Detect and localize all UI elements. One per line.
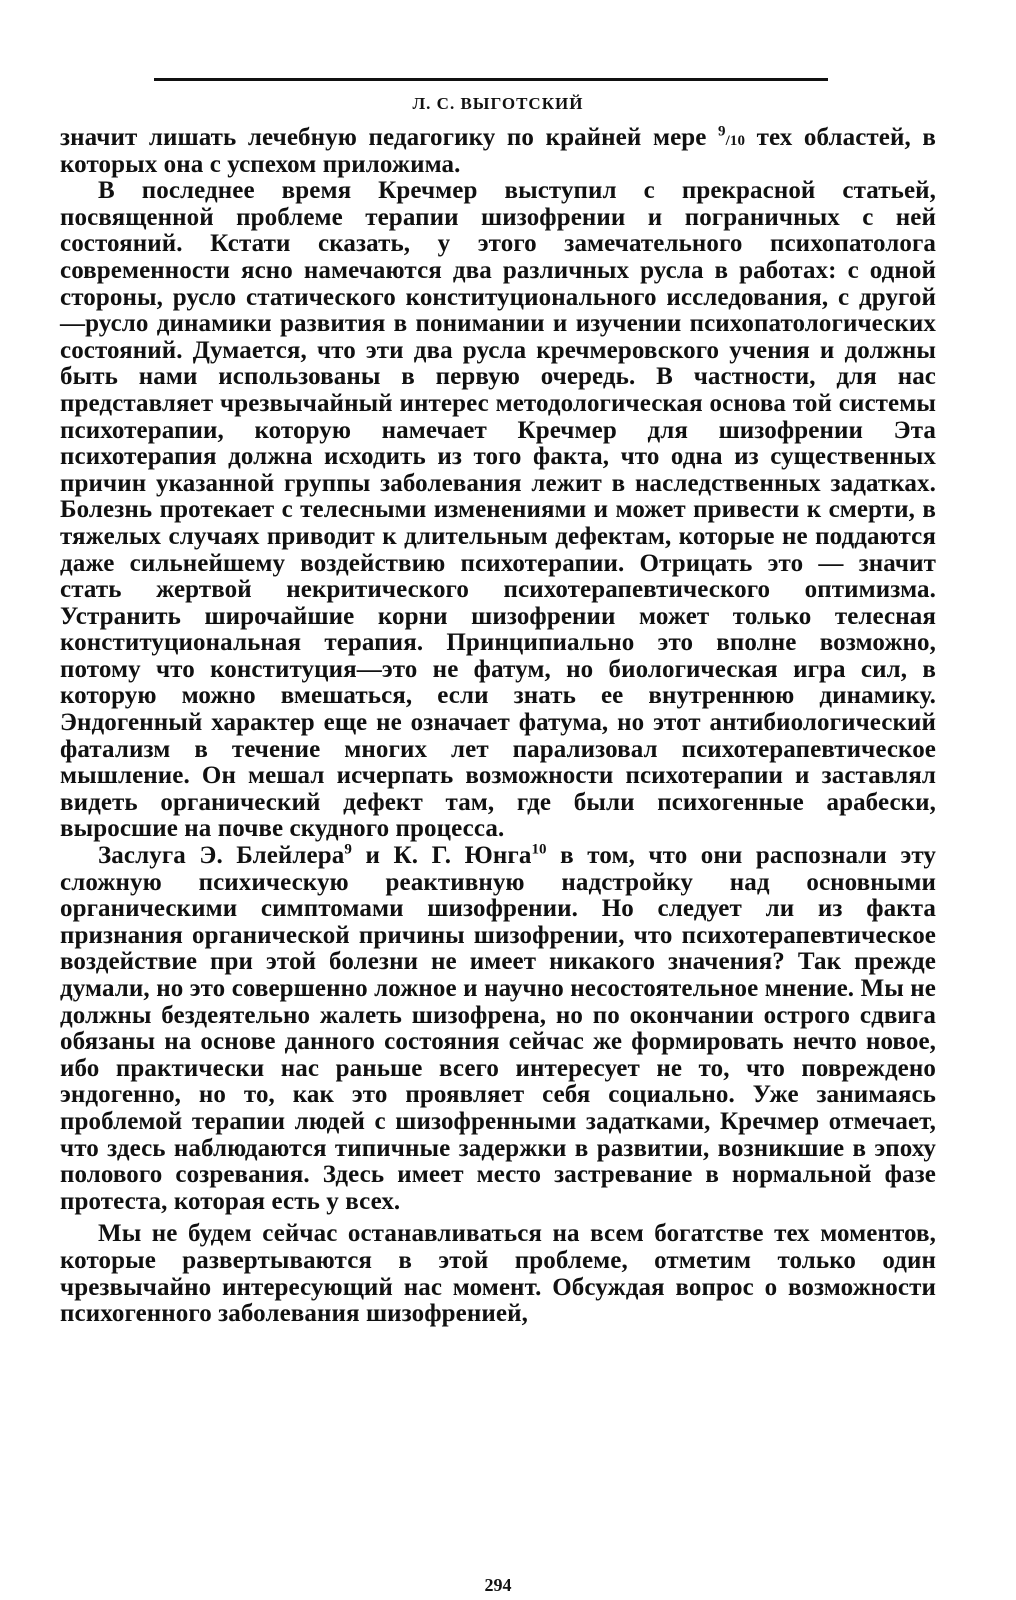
paragraph-4: Мы не будем сейчас останавливаться на всем богатстве тех моментов, которые развертываются в этой проблеме, отметим только один чрезвычайно интересующий нас момент. Обсуждая вопрос о возможности психогенного заболевания шизофренией, (60, 1220, 936, 1328)
paragraph-3 (60, 843, 936, 1215)
paragraph-1-before: значит лишать лечебную педагогику по крайней мере (60, 124, 719, 151)
paragraph-3-part-3: в том, что они распознали эту сложную психическую реактивную надстройку над основными органическими симптомами шизофрении. Но следует ли из факта признания органической причины шизофрении, что психотерапевтическое воздействие при этой болезни не имеет никакого значения? Так прежде думали, но это совершенно ложное и научно несостоятельное мнение. Мы не должны бездеятельно жалеть шизофрена, но по окончании острого сдвига обязаны на основе данного состояния сейчас же формировать нечто новое, ибо практически нас раньше всего интересует не то, что повреждено эндогенно, но то, как это проявляет себя социально. Уже занимаясь проблемой терапии людей с шизофренными задатками, Кречмер отмечает, что здесь наблюдаются типичные задержки в развитии, возникшие в эпоху полового созревания. Здесь имеет место застревание в нормальной фазе протеста, которая есть у всех. (60, 842, 937, 1215)
fraction: $^9$/10 (718, 123, 746, 149)
paragraph-3-part-2: и К. Г. Юнга (351, 842, 532, 870)
book-page (60, 78, 937, 1595)
footnote-ref-10: 10 (531, 841, 547, 858)
running-head: Л. С. ВЫГОТСКИЙ (412, 94, 584, 113)
header-rule (154, 78, 828, 81)
page-number: 294 (484, 1575, 512, 1595)
paragraph-1 (60, 125, 936, 178)
paragraph-3-part-1: Заслуга Э. Блейлера (98, 842, 345, 870)
footnote-ref-9: 9 (344, 841, 352, 858)
fraction-denominator: 10 (729, 133, 746, 149)
paragraph-2: В последнее время Кречмер выступил с прекрасной статьей, посвященной проблеме терапии шизофрении и пограничных с ней состояний. Кстати сказать, у этого замечательного психопатолога современности ясно намечаются два различных русла в работах: с одной стороны, русло статического конституционального исследования, с другой—русло динамики развития в понимании и изучении психопатологических состояний. Думается, что эти два русла кречмеровского учения и должны быть нами использованы в первую очередь. В частности, для нас представляет чрезвычайный интерес методологическая основа той системы психотерапии, которую намечает Кречмер для шизофрении Эта психотерапия должна исходить из того факта, что одна из существенных причин указанной группы заболевания лежит в наследственных задатках. Болезнь протекает с телесными изменениями и может привести к смерти, в тяжелых случаях приводит к длительным дефектам, которые не поддаются даже сильнейшему воздействию психотерапии. Отрицать это — значит стать жертвой некритического психотерапевтического оптимизма. Устранить широчайшие корни шизофрении может только телесная конституциональная терапия. Принципиально это вполне возможно, потому что конституция—это не фатум, но биологическая игра сил, в которую можно вмешаться, если знать ее внутреннюю динамику. Эндогенный характер еще не означает фатума, но этот антибиологический фатализм в течение многих лет парализовал психотерапевтическое мышление. Он мешал исчерпать возможности психотерапии и заставлял видеть органический дефект там, где были психогенные арабески, выросшие на почве скудного процесса. (60, 177, 936, 843)
body-text (60, 125, 936, 1328)
paragraph-1-after: тех областей, в которых она с успехом приложима. (60, 124, 937, 178)
fraction-numerator: 9 (718, 123, 726, 140)
